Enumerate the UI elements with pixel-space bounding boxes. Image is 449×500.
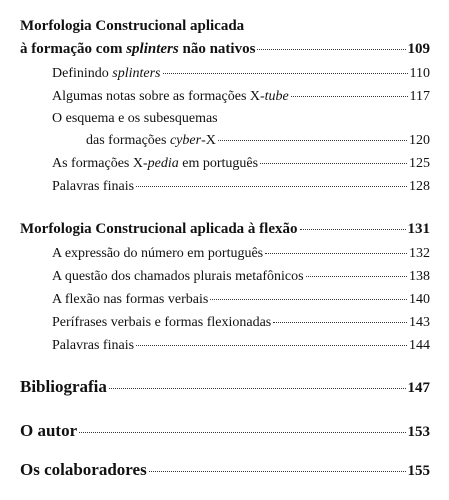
page-number: 147: [407, 380, 430, 396]
chapter-title: Morfologia Construcional aplicada à flexão: [20, 221, 298, 237]
page-number: 110: [409, 66, 430, 81]
chapter-title-line2: à formação com splinters não nativos: [20, 41, 256, 57]
entry-colaboradores: [20, 460, 430, 480]
dot-leader: [218, 139, 407, 141]
dot-leader: [306, 275, 407, 277]
dot-leader: [210, 298, 407, 300]
chapter-entry-flexao: [20, 221, 430, 238]
toc-item: [52, 292, 430, 308]
toc-item: [86, 133, 430, 149]
dot-leader: [257, 48, 405, 50]
entry-title: Bibliografia: [20, 377, 107, 396]
chapter-title-line1: Morfologia Construcional aplicada: [20, 18, 245, 34]
dot-leader: [300, 228, 406, 230]
dot-leader: [273, 321, 407, 323]
page-number: 143: [409, 315, 430, 330]
item-title-line1: O esquema e os subesquemas: [52, 111, 218, 126]
entry-title: Os colaboradores: [20, 460, 147, 479]
item-title: Perífrases verbais e formas flexionadas: [52, 315, 272, 330]
toc-item: [52, 338, 430, 354]
page-number: 132: [409, 246, 430, 261]
item-title: As formações X-pedia em português: [52, 156, 259, 171]
toc-item: [52, 246, 430, 262]
toc-item: [52, 156, 430, 172]
dot-leader: [136, 185, 407, 187]
entry-bibliografia: [20, 377, 430, 397]
toc-item: [52, 269, 430, 285]
dot-leader: [291, 95, 408, 97]
dot-leader: [136, 344, 407, 346]
dot-leader: [265, 252, 407, 254]
item-title: Palavras finais: [52, 338, 135, 353]
chapter-entry-splinters: [20, 41, 430, 58]
page-number: 144: [409, 338, 430, 353]
item-title: Definindo splinters: [52, 66, 161, 81]
page-number: 138: [409, 269, 430, 284]
item-title: A questão dos chamados plurais metafônicos: [52, 269, 304, 284]
page-number: 140: [409, 292, 430, 307]
dot-leader: [260, 162, 407, 164]
page-number: 117: [409, 89, 430, 104]
page-number: 120: [409, 133, 430, 148]
item-title: A flexão nas formas verbais: [52, 292, 209, 307]
page-number: 153: [407, 424, 430, 440]
toc-item: [52, 66, 430, 82]
dot-leader: [149, 470, 406, 472]
item-title: A expressão do número em português: [52, 246, 264, 261]
page-number: 128: [409, 179, 430, 194]
page-number: 109: [407, 41, 430, 57]
item-title: Palavras finais: [52, 179, 135, 194]
page-number: 155: [407, 463, 430, 479]
toc-item: [52, 179, 430, 195]
dot-leader: [109, 387, 406, 389]
entry-title: O autor: [20, 421, 78, 440]
page-number: 125: [409, 156, 430, 171]
item-title: Algumas notas sobre as formações X-tube: [52, 89, 289, 104]
toc-item: [52, 315, 430, 331]
dot-leader: [79, 431, 405, 433]
item-title: das formações cyber-X: [86, 133, 216, 148]
toc-item: [52, 89, 430, 105]
entry-autor: [20, 421, 430, 441]
dot-leader: [163, 72, 408, 74]
page-number: 131: [407, 221, 430, 237]
